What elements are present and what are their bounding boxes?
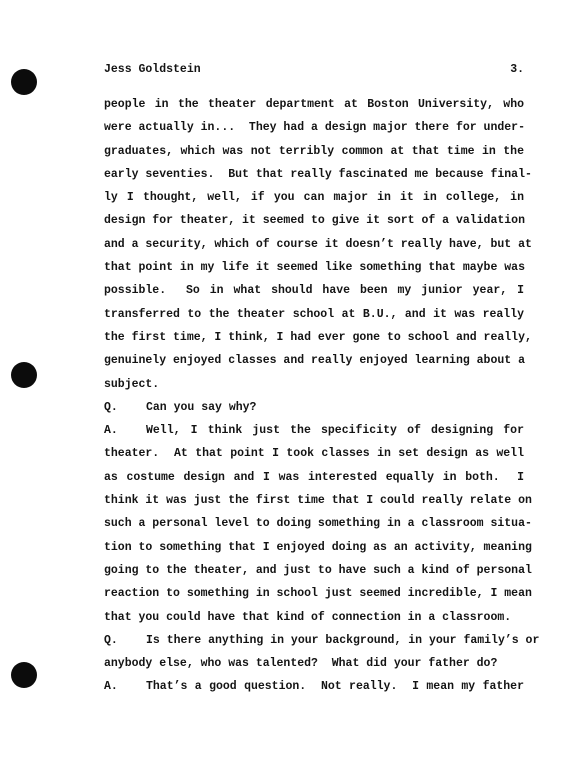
line-text: possible. So in what should have been my junior year, I	[104, 284, 524, 298]
transcript-line	[104, 373, 524, 396]
transcript-line	[104, 349, 524, 372]
line-text: as costume design and I was interested equally in both. I	[104, 470, 524, 484]
line-text: tion to something that I enjoyed doing as an activity, meaning	[104, 540, 532, 554]
transcript-line	[104, 652, 524, 675]
transcript-body	[104, 93, 540, 699]
line-text: graduates, which was not terribly common at that time in the	[104, 144, 524, 158]
line-text: and a security, which of course it doesn’t really have, but at	[104, 237, 532, 251]
line-text: Well, I think just the specificity of designing for	[146, 424, 524, 438]
transcript-line	[104, 606, 524, 629]
line-text: going to the theater, and just to have such a kind of personal	[104, 563, 532, 577]
transcript-line	[104, 466, 524, 489]
transcript-line	[104, 582, 532, 605]
line-text: the first time, I think, I had ever gone to school and really,	[104, 330, 532, 344]
line-text: anybody else, who was talented? What did your father do?	[104, 657, 498, 671]
line-text: theater. At that point I took classes in set design as well	[104, 447, 524, 461]
transcript-line	[104, 140, 524, 163]
line-text: Can you say why?	[146, 400, 257, 414]
line-text: Is there anything in your background, in your family’s or	[146, 633, 540, 647]
transcript-line	[104, 559, 532, 582]
punch-hole-top	[11, 69, 37, 95]
line-text: genuinely enjoyed classes and really enjoyed learning about a	[104, 354, 525, 368]
punch-hole-middle	[11, 362, 37, 388]
line-text: That’s a good question. Not really. I mean my father	[146, 680, 524, 694]
transcript-line	[104, 512, 532, 535]
transcript-line	[104, 279, 524, 302]
transcript-line	[104, 629, 540, 652]
speaker-label: Q.	[104, 633, 118, 647]
transcript-line	[104, 256, 524, 279]
line-text: think it was just the first time that I could really relate on	[104, 494, 532, 508]
transcript-line	[104, 326, 532, 349]
line-text: people in the theater department at Boston University, who	[104, 98, 524, 111]
line-text: were actually in... They had a design major there for under-	[104, 121, 525, 135]
transcript-line	[104, 675, 524, 698]
speaker-label: A.	[104, 424, 118, 438]
punch-hole-bottom	[11, 662, 37, 688]
transcript-line	[104, 233, 532, 256]
transcript-line	[104, 163, 532, 186]
page-number: 3.	[510, 63, 524, 76]
transcript-line	[104, 303, 524, 326]
line-text: early seventies. But that really fascinated me because final-	[104, 167, 532, 181]
line-text: transferred to the theater school at B.U., and it was really	[104, 307, 524, 321]
speaker-label: Q.	[104, 400, 118, 414]
transcript-line	[104, 209, 524, 232]
transcript-line	[104, 396, 524, 419]
transcript-line	[104, 186, 524, 209]
speaker-label: A.	[104, 680, 118, 694]
transcript-line	[104, 489, 532, 512]
line-text: ly I thought, well, if you can major in it in college, in	[104, 191, 524, 205]
transcript-line	[104, 419, 524, 442]
transcript-line	[104, 116, 524, 139]
line-text: design for theater, it seemed to give it sort of a validation	[104, 214, 525, 228]
line-text: that you could have that kind of connection in a classroom.	[104, 610, 512, 624]
line-text: such a personal level to doing something in a classroom situa-	[104, 517, 532, 531]
transcript-line	[104, 93, 524, 116]
transcript-line	[104, 536, 532, 559]
interviewee-name: Jess Goldstein	[104, 63, 201, 76]
line-text: reaction to something in school just seemed incredible, I mean	[104, 587, 532, 601]
transcript-line	[104, 442, 524, 465]
line-text: that point in my life it seemed like something that maybe was	[104, 261, 525, 275]
line-text: subject.	[104, 377, 160, 391]
